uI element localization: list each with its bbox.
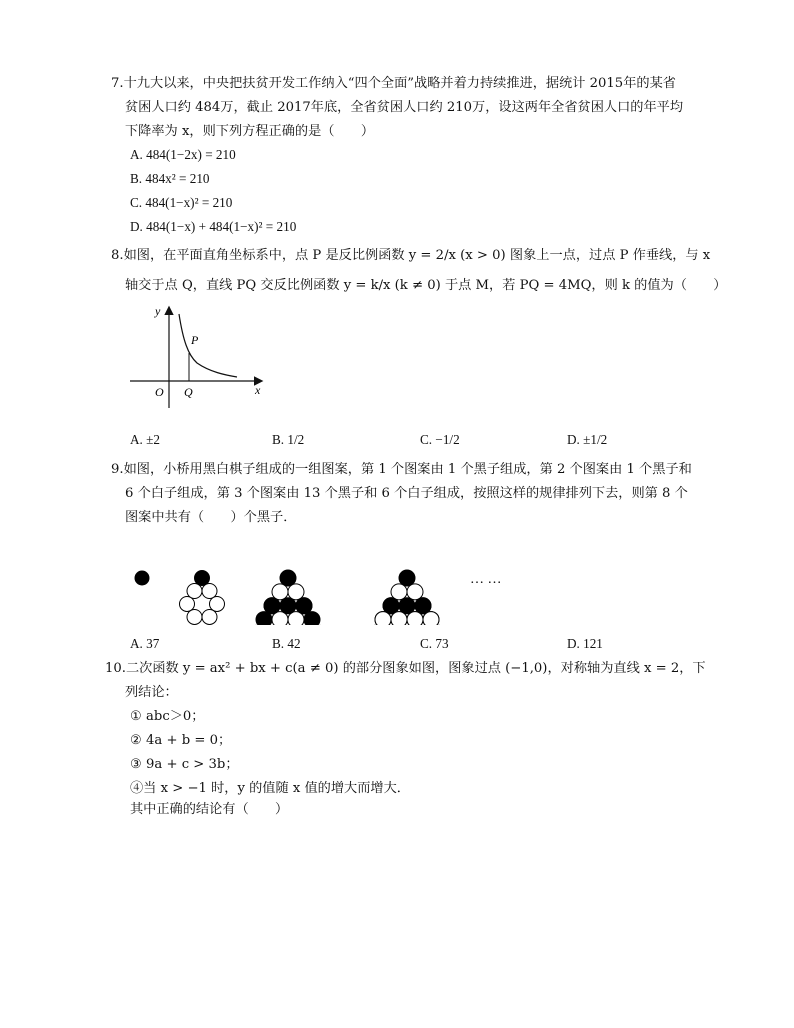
pattern-3: [248, 570, 328, 625]
black-stone: [280, 570, 296, 586]
q8-line-2: 轴交于点 Q，直线 PQ 交反比例函数 y = k/x (k ≠ 0) 于点 M，若 PQ = 4MQ，则 k 的值为（ ）: [125, 278, 727, 293]
q7-number: 7.: [111, 76, 124, 91]
q8-label-x: x: [255, 383, 261, 397]
q8-text-1: 如图，在平面直角坐标系中，点 P 是反比例函数 y = 2/x (x > 0) 图象上一点，过点 P 作垂线，与 x: [123, 248, 711, 263]
pattern-1: [135, 571, 149, 585]
pattern-4: [351, 570, 463, 625]
black-stone: [256, 612, 272, 625]
white-stone: [272, 584, 288, 600]
q10-number: 10.: [105, 661, 126, 676]
q10-text-1: 二次函数 y = ax² + bx + c(a ≠ 0) 的部分图象如图，图象过点 (−1,0)，对称轴为直线 x = 2，下: [125, 661, 706, 676]
q8-number: 8.: [111, 248, 124, 263]
q10-statement-4: ④当 x > −1 时，y 的值随 x 值的增大而增大．: [130, 781, 410, 796]
white-stone: [210, 596, 225, 611]
black-stone: [415, 598, 431, 614]
q7-option-d: D. 484(1−x) + 484(1−x)² = 210: [130, 219, 297, 234]
q9-option-b: B. 42: [272, 636, 301, 651]
q8-line-1: [111, 248, 710, 264]
black-stone: [399, 570, 415, 586]
q8-label-origin: O: [155, 385, 164, 399]
q8-label-p: P: [191, 333, 199, 347]
white-stone: [407, 584, 423, 600]
q10-question: 其中正确的结论有（ ）: [130, 802, 289, 817]
q10-line-2: 列结论：: [125, 685, 178, 700]
white-stone: [391, 584, 407, 600]
black-stone: [296, 598, 312, 614]
q10-statement-2: ② 4a + b = 0；: [130, 733, 232, 748]
black-stone: [383, 598, 399, 614]
q9-stone-patterns-figure: [125, 535, 525, 625]
white-stone: [375, 612, 391, 625]
black-stone: [399, 598, 415, 614]
black-stone: [195, 571, 210, 586]
q8-option-c: C. −1/2: [420, 432, 460, 447]
white-stone: [407, 612, 423, 625]
black-stone: [135, 571, 149, 585]
q9-line-1: [111, 462, 692, 478]
q8-label-q: Q: [184, 385, 193, 399]
q7-text-1: 十九大以来，中央把扶贫开发工作纳入“四个全面”战略并着力持续推进，据统计 2015年的某省: [123, 76, 676, 91]
black-stone: [280, 598, 296, 614]
q9-ellipsis: … …: [470, 572, 502, 587]
q9-option-d: D. 121: [567, 636, 603, 651]
q8-label-y: y: [155, 304, 161, 318]
black-stone: [264, 598, 280, 614]
black-stone: [304, 612, 320, 625]
q7-line-3: 下降率为 x，则下列方程正确的是（ ）: [125, 124, 375, 139]
white-stone: [391, 612, 407, 625]
white-stone: [180, 596, 195, 611]
q7-line-1: [111, 76, 676, 92]
white-stone: [288, 584, 304, 600]
q10-line-1: [105, 661, 706, 677]
white-stone: [423, 612, 439, 625]
q7-option-a: A. 484(1−2x) = 210: [130, 147, 236, 162]
q7-option-c: C. 484(1−x)² = 210: [130, 195, 233, 210]
q7-line-2: 贫困人口约 484万，截止 2017年底，全省贫困人口约 210万，设这两年全省贫困人口的年平均: [125, 100, 684, 115]
q9-option-a: A. 37: [130, 636, 160, 651]
pattern-2: [180, 571, 225, 625]
q9-line-2: 6 个白子组成，第 3 个图案由 13 个黑子和 6 个白子组成，按照这样的规律排列下去，则第 8 个: [125, 486, 688, 501]
q8-option-d: D. ±1/2: [567, 432, 608, 447]
white-stone: [187, 583, 202, 598]
q9-text-1: 如图，小桥用黑白棋子组成的一组图案，第 1 个图案由 1 个黑子组成，第 2 个图案由 1 个黑子和: [123, 462, 692, 477]
q7-option-b: B. 484x² = 210: [130, 171, 210, 186]
q9-option-c: C. 73: [420, 636, 449, 651]
q8-option-a: A. ±2: [130, 432, 160, 447]
white-stone: [202, 609, 217, 624]
white-stone: [187, 609, 202, 624]
q10-statement-1: ① abc＞0；: [130, 709, 205, 724]
white-stone: [202, 583, 217, 598]
q8-hyperbola-figure: [125, 300, 270, 410]
q8-option-b: B. 1/2: [272, 432, 305, 447]
q9-line-3: 图案中共有（ ）个黑子．: [125, 510, 297, 525]
q10-statement-3: ③ 9a + c > 3b；: [130, 757, 239, 772]
q9-number: 9.: [111, 462, 124, 477]
